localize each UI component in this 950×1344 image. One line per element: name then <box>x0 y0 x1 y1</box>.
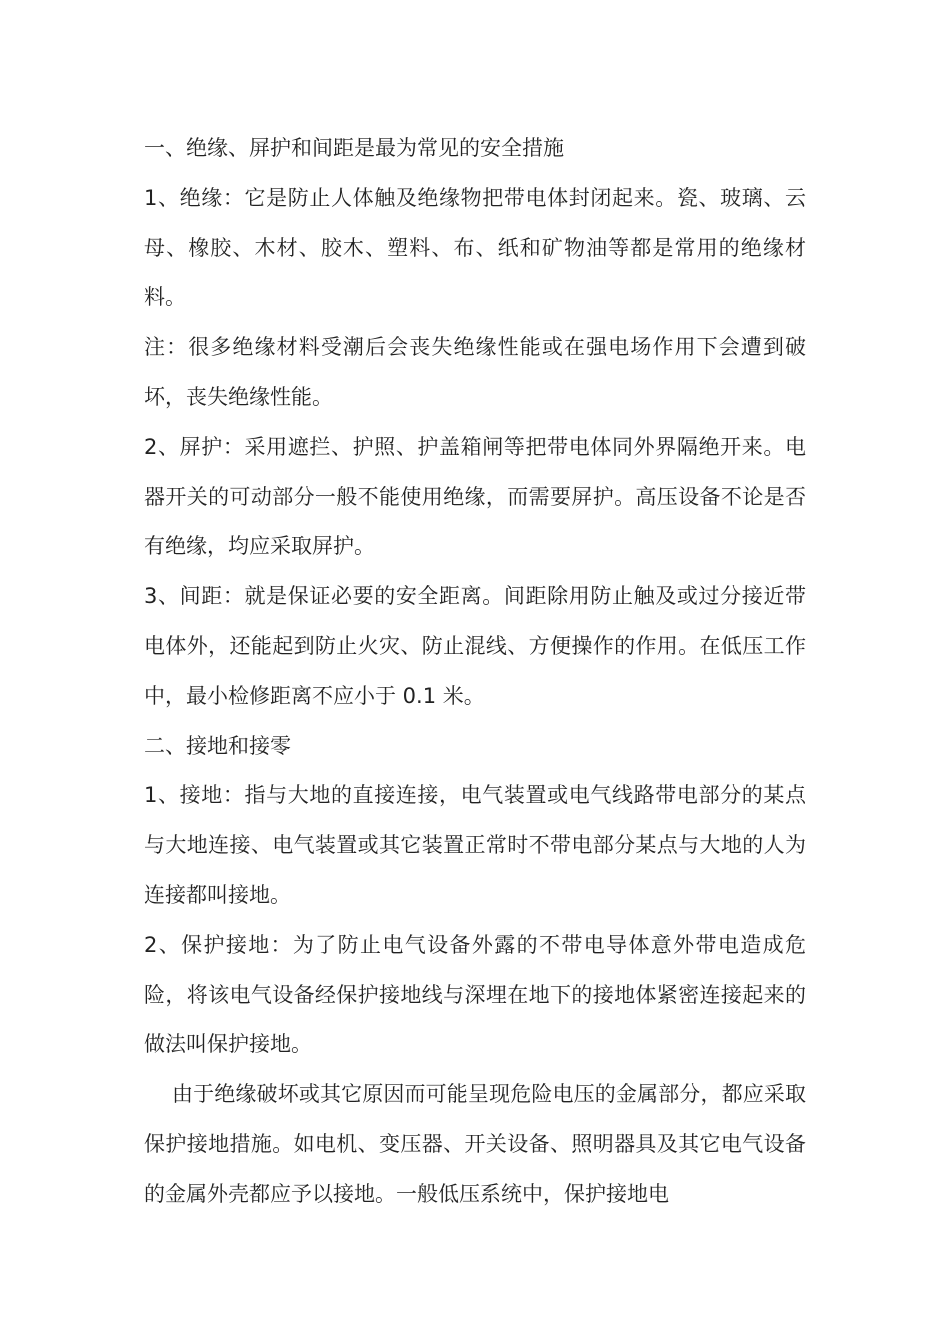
paragraph-insulation: 1、绝缘：它是防止人体触及绝缘物把带电体封闭起来。瓷、玻璃、云母、橡胶、木材、胶木、塑料、布、纸和矿物油等都是常用的绝缘材料。 <box>144 185 806 310</box>
paragraph-grounding-measures: 由于绝缘破坏或其它原因而可能呈现危险电压的金属部分，都应采取保护接地措施。如电机、变压器、开关设备、照明器具及其它电气设备的金属外壳都应予以接地。一般低压系统中，保护接地电 <box>144 1082 806 1206</box>
paragraph-grounding: 1、接地：指与大地的直接连接，电气装置或电气线路带电部分的某点与大地连接、电气装置或其它装置正常时不带电部分某点与大地的人为连接都叫接地。 <box>144 783 806 907</box>
document-body <box>144 124 806 1220</box>
paragraph-insulation-note: 注：很多绝缘材料受潮后会丧失绝缘性能或在强电场作用下会遭到破坏，丧失绝缘性能。 <box>144 335 806 409</box>
section-heading-safety-measures: 一、绝缘、屏护和间距是最为常见的安全措施 <box>144 136 564 160</box>
section-heading-grounding: 二、接地和接零 <box>144 733 291 758</box>
paragraph-spacing: 3、间距：就是保证必要的安全距离。间距除用防止触及或过分接近带电体外，还能起到防止火灾、防止混线、方便操作的作用。在低压工作中，最小检修距离不应小于 0.1 米。 <box>144 584 806 708</box>
paragraph-shielding: 2、屏护：采用遮拦、护照、护盖箱闸等把带电体同外界隔绝开来。电器开关的可动部分一般不能使用绝缘，而需要屏护。高压设备不论是否有绝缘，均应采取屏护。 <box>144 434 806 559</box>
paragraph-protective-grounding: 2、保护接地：为了防止电气设备外露的不带电导体意外带电造成危险，将该电气设备经保护接地线与深埋在地下的接地体紧密连接起来的做法叫保护接地。 <box>144 932 806 1057</box>
